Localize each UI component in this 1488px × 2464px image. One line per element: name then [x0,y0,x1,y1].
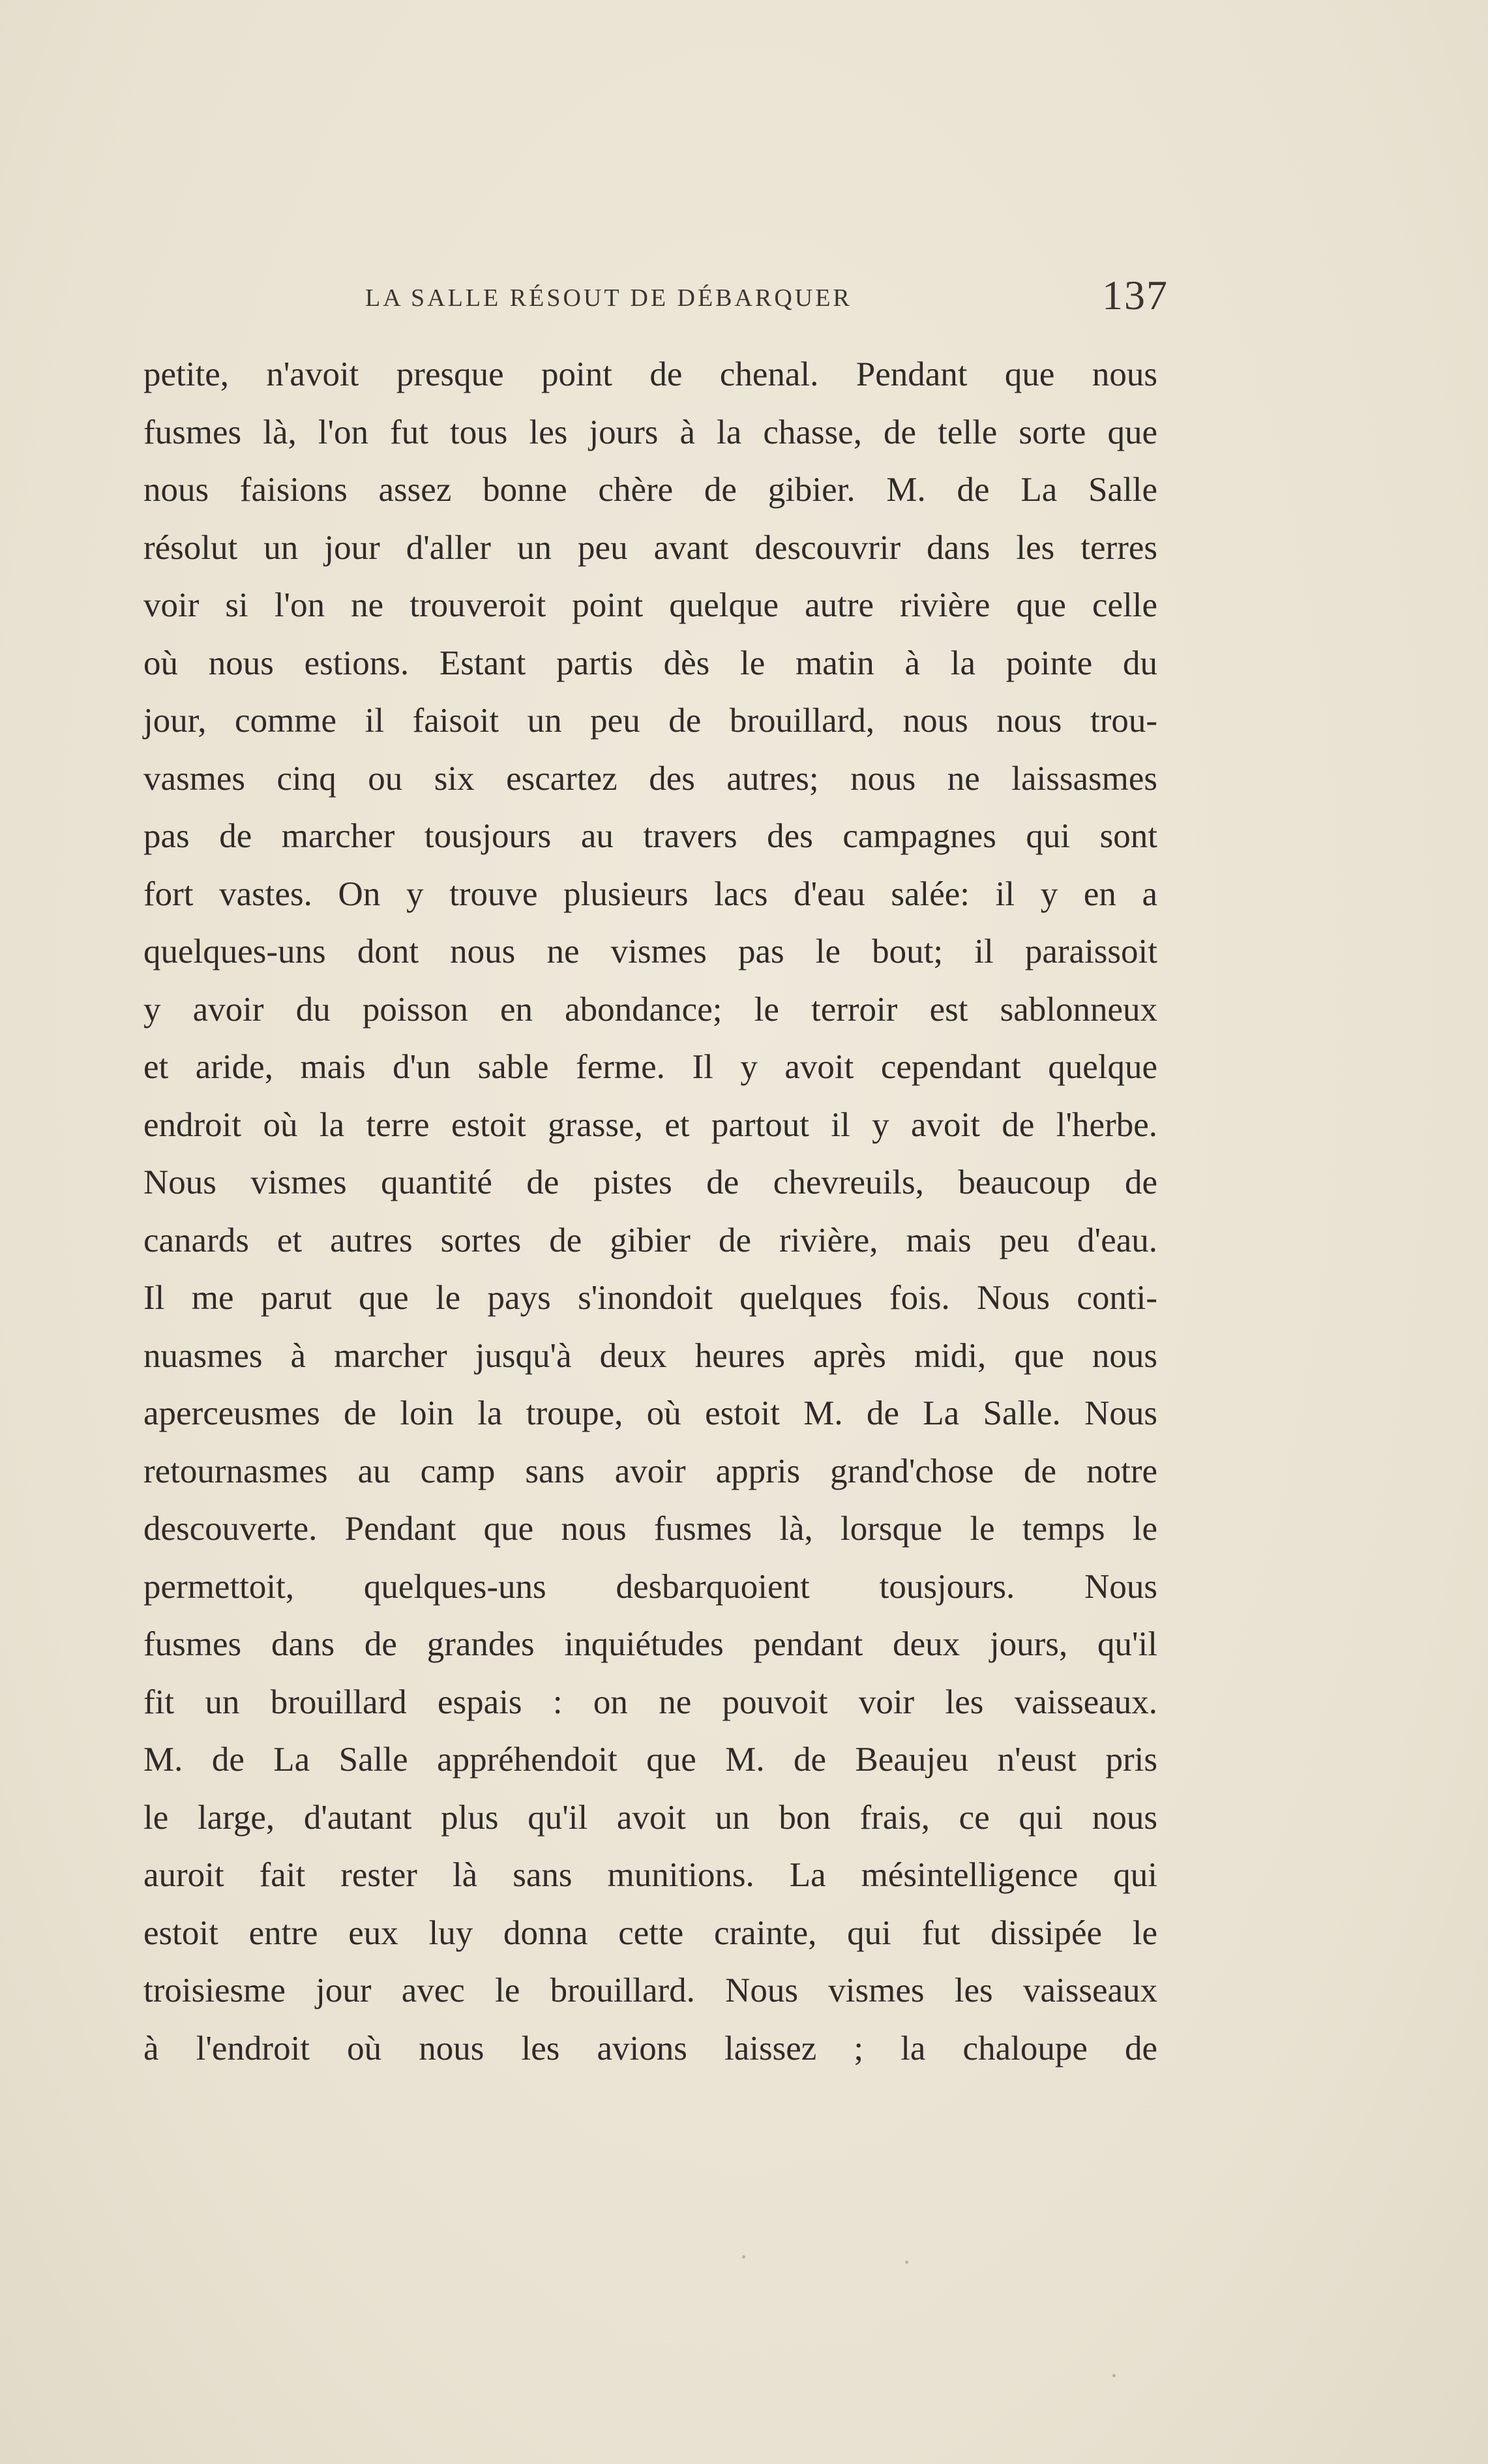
running-title: LA SALLE RÉSOUT DE DÉBARQUER [365,284,852,312]
text-line: fusmes dans de grandes inquiétudes pendant deux jours, qu'il [143,1625,1157,1663]
text-line: Nous vismes quantité de pistes de chevreuils, beaucoup de [143,1164,1157,1201]
text-line: descouverte. Pendant que nous fusmes là, lorsque le temps le [143,1510,1157,1548]
text-line: troisiesme jour avec le brouillard. Nous vismes les vaisseaux [143,1972,1157,2009]
running-header [365,272,1168,321]
text-line: jour, comme il faisoit un peu de brouillard, nous nous trou- [143,702,1157,740]
text-line: retournasmes au camp sans avoir appris grand'chose de notre [143,1452,1157,1490]
text-line: Il me parut que le pays s'inondoit quelques fois. Nous conti- [143,1279,1157,1317]
text-line: le large, d'autant plus qu'il avoit un bon frais, ce qui nous [143,1798,1157,1837]
text-line: canards et autres sortes de gibier de rivière, mais peu d'eau. [143,1221,1157,1259]
text-line: nuasmes à marcher jusqu'à deux heures après midi, que nous [143,1336,1157,1375]
text-line: quelques-uns dont nous ne vismes pas le bout; il paraissoit [143,933,1157,970]
text-line: aperceusmes de loin la troupe, où estoit M. de La Salle. Nous [143,1394,1157,1432]
text-line: endroit où la terre estoit grasse, et partout il y avoit de l'herbe. [143,1105,1157,1144]
text-line: voir si l'on ne trouveroit point quelque autre rivière que celle [143,586,1157,624]
text-line: fusmes là, l'on fut tous les jours à la chasse, de telle sorte que [143,413,1157,451]
text-line: auroit fait rester là sans munitions. La mésintelligence qui [143,1856,1157,1894]
text-line: nous faisions assez bonne chère de gibier. M. de La Salle [143,471,1157,509]
text-line: fort vastes. On y trouve plusieurs lacs d'eau salée: il y en a [143,875,1157,913]
text-line: permettoit, quelques-uns desbarquoient tousjours. Nous [143,1567,1157,1606]
text-line: vasmes cinq ou six escartez des autres; nous ne laissasmes [143,759,1157,798]
paper-speck [742,2255,745,2259]
text-line: M. de La Salle appréhendoit que M. de Beaujeu n'eust pris [143,1741,1157,1779]
text-line: à l'endroit où nous les avions laissez ; la chaloupe de [143,2029,1157,2067]
text-line: y avoir du poisson en abondance; le terroir est sablonneux [143,990,1157,1029]
text-line: estoit entre eux luy donna cette crainte, qui fut dissipée le [143,1914,1157,1952]
paper-speck [1112,2374,1116,2377]
text-line: petite, n'avoit presque point de chenal. Pendant que nous [143,355,1157,393]
page-number: 137 [1102,272,1168,318]
body-text [143,346,1157,2077]
paper-speck [905,2261,908,2264]
text-line: et aride, mais d'un sable ferme. Il y avoit cependant quelque [143,1048,1157,1086]
text-line: pas de marcher tousjours au travers des campagnes qui sont [143,817,1157,855]
text-line: où nous estions. Estant partis dès le matin à la pointe du [143,644,1157,682]
text-line: résolut un jour d'aller un peu avant descouvrir dans les terres [143,528,1157,567]
text-line: fit un brouillard espais : on ne pouvoit voir les vaisseaux. [143,1683,1157,1721]
